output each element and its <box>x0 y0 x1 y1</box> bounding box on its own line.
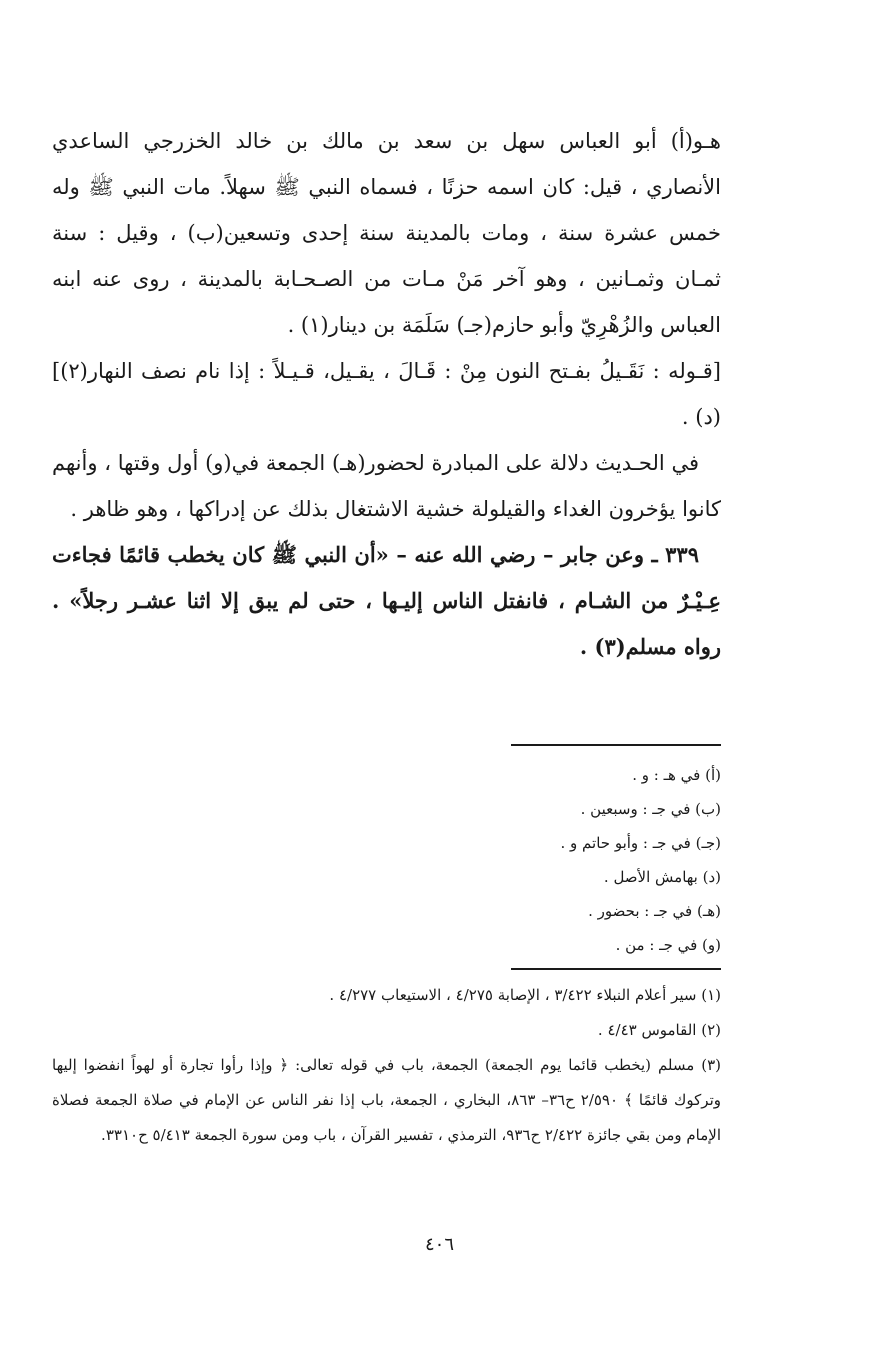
paragraph-hadith-339: ٣٣٩ ـ وعن جابر – رضي الله عنه – «أن النبي ﷺ كان يخطب قائمًا فجاءت عِـيْـرٌ من الشـام ، فانفتل الناس إليـها ، حتى لم يبق إلا اثنا عشـر رجلاً» . رواه مسلم(٣) . <box>52 542 721 659</box>
variant-note: (أ) في هـ : و . <box>632 766 721 784</box>
paragraph-linguistic-note: [قـوله : نَقَـيلُ بفـتح النون مِنْ : قَـالَ ، يقـيل، قـيـلاً : إذا نام نصف النهار(٢)](د) . <box>52 359 721 429</box>
footnote: (٣) مسلم (يخطب قائما يوم الجمعة) الجمعة، باب في قوله تعالى: ﴿ وإذا رأوا تجارة أو لهواً انفضوا إليها وتركوك قائمًا ﴾ ٢/٥٩٠ ح٣٦– ٨٦٣، البخاري ، الجمعة، باب إذا نفر الناس عن الإمام في صلاة الجمعة فصلاة الإمام ومن بقي جائزة ٢/٤٢٢ ح٩٣٦، الترمذي ، تفسير القرآن ، باب ومن سورة الجمعة ٥/٤١٣ ح٣٣١٠. <box>52 1056 721 1144</box>
paragraph-commentary: في الحـديث دلالة على المبادرة لحضور(هـ) الجمعة في(و) أول وقتها ، وأنهم كانوا يؤخرون الغداء والقيلولة خشية الاشتغال بذلك عن إدراكها ، وهو ظاهر . <box>52 451 721 521</box>
variant-notes <box>561 758 722 962</box>
references-divider <box>511 968 721 970</box>
variants-divider <box>511 744 721 746</box>
variant-note: (د) بهامش الأصل . <box>603 868 721 886</box>
variant-note: (هـ) في جـ : بحضور . <box>588 902 721 920</box>
variant-note: (و) في جـ : من . <box>615 936 721 954</box>
variant-note: (ب) في جـ : وسبعين . <box>580 800 721 818</box>
reference-footnotes <box>52 978 721 1153</box>
paragraph-biography: هـو(أ) أبو العباس سهل بن سعد بن مالك بن خالد الخزرجي الساعدي الأنصاري ، قيل: كان اسمه حزنًا ، فسماه النبي ﷺ سهلاً. مات النبي ﷺ وله خمس عشرة سنة ، ومات بالمدينة سنة إحدى وتسعين(ب) ، وقيل : سنة ثمـان وثمـانين ، وهو آخر مَنْ مـات من الصـحـابة بالمدينة ، روى عنه ابنه العباس والزُهْرِيّ وأبو حازم(جـ) سَلَمَة بن دينار(١) . <box>52 129 721 337</box>
main-text <box>52 118 721 670</box>
variant-note: (جـ) في جـ : وأبو حاتم و . <box>560 834 721 852</box>
footnote: (١) سير أعلام النبلاء ٣/٤٢٢ ، الإصابة ٤/٢٧٥ ، الاستيعاب ٤/٢٧٧ . <box>329 986 721 1004</box>
footnote: (٢) القاموس ٤/٤٣ . <box>597 1021 721 1039</box>
page-number: ٤٠٦ <box>424 1234 454 1255</box>
